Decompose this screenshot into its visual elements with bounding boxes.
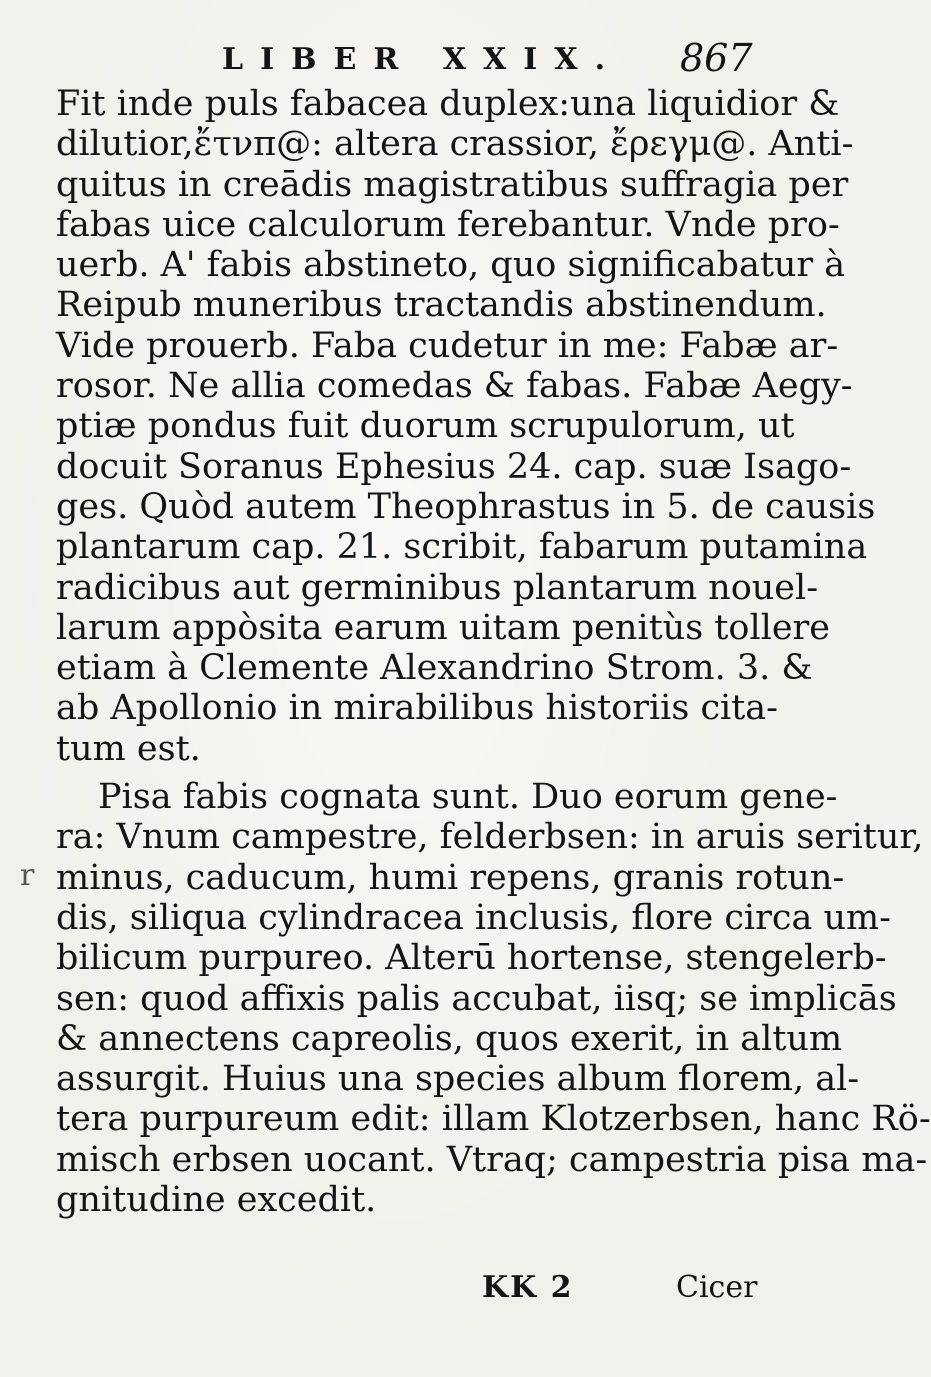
text-line: minus, caducum, humi repens, granis rotun- xyxy=(56,857,845,898)
text-line: docuit Soranus Ephesius 24. cap. suæ Isago- xyxy=(56,446,852,487)
paragraph-2 xyxy=(56,777,931,1221)
paragraph-1 xyxy=(56,84,876,769)
text-line: ptiæ pondus fuit duorum scrupulorum, ut xyxy=(56,406,795,447)
text-line: plantarum cap. 21. scribit, fabarum putamina xyxy=(56,527,868,568)
text-line: quitus in creādis magistratibus suffragia per xyxy=(56,164,849,205)
text-line: rosor. Ne allia comedas & fabas. Fabæ Aegy- xyxy=(56,366,853,407)
text-line: uerb. A' fabis abstineto, quo significabatur à xyxy=(56,245,846,286)
text-line: Reipub muneribus tractandis abstinendum. xyxy=(56,285,827,326)
text-line: Pisa fabis cognata sunt. Duo eorum gene- xyxy=(98,777,838,818)
text-line: ges. Quòd autem Theophrastus in 5. de causis xyxy=(56,486,876,527)
margin-mark: r xyxy=(20,858,35,893)
text-line: dis, siliqua cylindracea inclusis, flore circa um- xyxy=(56,897,892,938)
text-line: gnitudine excedit. xyxy=(56,1180,377,1221)
catchword: Cicer xyxy=(676,1270,758,1305)
signature-mark: KK 2 xyxy=(482,1270,574,1305)
body-text xyxy=(56,84,931,1221)
text-line: dilutior,ἔτνπ@: altera crassior, ἔρεγμ@. Anti- xyxy=(56,124,854,165)
page-footer xyxy=(0,1270,800,1310)
text-line: tum est. xyxy=(56,728,201,769)
text-line: sen: quod affixis palis accubat, iisq; se implicās xyxy=(56,978,897,1019)
text-line: ab Apollonio in mirabilibus historiis cita- xyxy=(56,688,778,729)
text-line: Fit inde puls fabacea duplex:una liquidior & xyxy=(56,84,840,124)
running-head: LIBER XXIX. xyxy=(222,42,623,77)
text-line: radicibus aut germinibus plantarum nouel- xyxy=(56,567,819,608)
paragraph-gap xyxy=(56,769,762,777)
text-line: misch erbsen uocant. Vtraq; campestria pisa ma- xyxy=(56,1139,928,1180)
text-line: & annectens capreolis, quos exerit, in altum xyxy=(56,1018,843,1059)
text-line: assurgit. Huius una species album florem, al- xyxy=(56,1059,860,1100)
text-line: bilicum purpureo. Alterū hortense, stengelerb- xyxy=(56,938,887,979)
text-line: ra: Vnum campestre, felderbsen: in aruis seritur, xyxy=(56,817,924,858)
page-number: 867 xyxy=(680,36,753,80)
text-line: larum appòsita earum uitam penitùs tollere xyxy=(56,607,830,648)
text-line: etiam à Clemente Alexandrino Strom. 3. & xyxy=(56,648,813,689)
text-line: Vide prouerb. Faba cudetur in me: Fabæ ar- xyxy=(56,325,839,366)
text-line: fabas uice calculorum ferebantur. Vnde pro- xyxy=(56,204,840,245)
text-line: tera purpureum edit: illam Klotzerbsen, hanc Rö- xyxy=(56,1099,931,1140)
